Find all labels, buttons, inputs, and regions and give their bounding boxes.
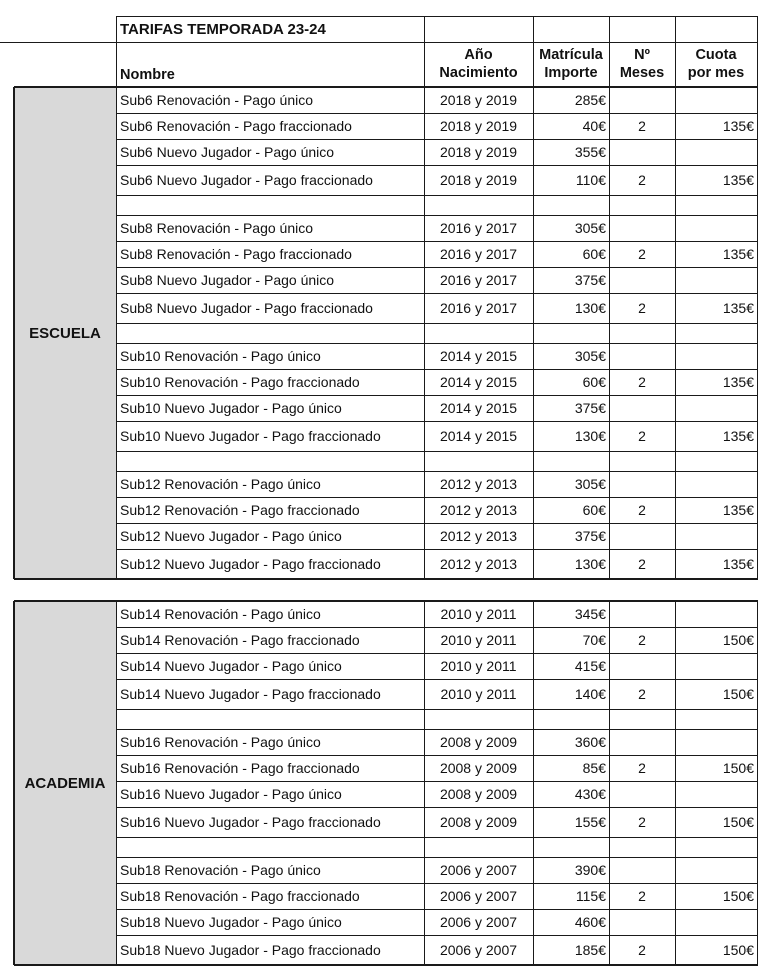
cell-cuota-por-mes: 135€ <box>722 556 754 572</box>
cell-cuota-por-mes <box>675 523 757 549</box>
cell-ano-nacimiento: 2018 y 2019 <box>439 92 518 108</box>
cell-ano-nacimiento: 2012 y 2013 <box>439 528 518 544</box>
header-divider <box>0 42 758 43</box>
cell-ano-nacimiento: 2012 y 2013 <box>439 556 518 572</box>
cell-cuota-por-mes: 150€ <box>722 686 754 702</box>
column-border <box>675 87 676 579</box>
cell-nombre: Sub16 Nuevo Jugador - Pago único <box>120 786 342 802</box>
cell-nombre: Sub18 Renovación - Pago fraccionado <box>120 888 360 904</box>
column-border <box>609 601 610 965</box>
cell-num-meses: 2 <box>638 888 646 904</box>
cell-matricula-importe: 285€ <box>574 92 606 108</box>
section-label-escuela: ESCUELA <box>29 324 101 342</box>
section-left-border <box>13 87 15 579</box>
spacer-row-border <box>116 451 758 452</box>
cell-num-meses <box>609 267 675 293</box>
cell-cuota-por-mes <box>675 139 757 165</box>
column-border <box>116 87 117 579</box>
column-border <box>675 601 676 965</box>
cell-nombre: Sub12 Renovación - Pago fraccionado <box>120 502 360 518</box>
header-column-border <box>424 16 425 87</box>
cell-nombre: Sub10 Renovación - Pago fraccionado <box>120 374 360 390</box>
cell-num-meses: 2 <box>638 556 646 572</box>
cell-matricula-importe: 130€ <box>574 556 606 572</box>
cell-nombre: Sub6 Nuevo Jugador - Pago fraccionado <box>120 172 373 188</box>
cell-cuota-por-mes <box>675 601 757 627</box>
cell-ano-nacimiento: 2018 y 2019 <box>439 118 518 134</box>
cell-num-meses <box>609 653 675 679</box>
cell-nombre: Sub8 Nuevo Jugador - Pago fraccionado <box>120 300 373 316</box>
cell-num-meses: 2 <box>638 172 646 188</box>
cell-matricula-importe: 60€ <box>582 502 606 518</box>
cell-num-meses <box>609 857 675 883</box>
header-nombre: Nombre <box>120 66 175 83</box>
header-ano-line1: Año <box>464 46 493 63</box>
cell-nombre: Sub14 Nuevo Jugador - Pago único <box>120 658 342 674</box>
cell-cuota-por-mes: 135€ <box>722 374 754 390</box>
column-border <box>424 87 425 579</box>
cell-cuota-por-mes: 150€ <box>722 814 754 830</box>
cell-matricula-importe: 355€ <box>574 144 606 160</box>
cell-matricula-importe: 130€ <box>574 428 606 444</box>
cell-num-meses <box>609 523 675 549</box>
cell-ano-nacimiento: 2006 y 2007 <box>439 888 518 904</box>
cell-num-meses: 2 <box>638 760 646 776</box>
cell-nombre: Sub8 Renovación - Pago fraccionado <box>120 246 352 262</box>
cell-matricula-importe: 70€ <box>582 632 606 648</box>
header-top-border <box>116 16 758 17</box>
cell-ano-nacimiento: 2018 y 2019 <box>439 144 518 160</box>
cell-matricula-importe: 460€ <box>574 914 606 930</box>
cell-ano-nacimiento: 2016 y 2017 <box>439 272 518 288</box>
cell-nombre: Sub6 Renovación - Pago único <box>120 92 314 108</box>
cell-cuota-por-mes: 150€ <box>722 760 754 776</box>
cell-ano-nacimiento: 2012 y 2013 <box>439 476 518 492</box>
column-border <box>609 87 610 579</box>
header-column-border <box>533 16 534 87</box>
cell-matricula-importe: 390€ <box>574 862 606 878</box>
cell-cuota-por-mes: 150€ <box>722 888 754 904</box>
cell-cuota-por-mes <box>675 909 757 935</box>
cell-cuota-por-mes: 135€ <box>722 246 754 262</box>
cell-ano-nacimiento: 2018 y 2019 <box>439 172 518 188</box>
cell-cuota-por-mes <box>675 653 757 679</box>
cell-cuota-por-mes <box>675 781 757 807</box>
cell-cuota-por-mes: 135€ <box>722 172 754 188</box>
cell-nombre: Sub6 Renovación - Pago fraccionado <box>120 118 352 134</box>
header-ano-nacimiento <box>424 42 533 86</box>
cell-num-meses <box>609 729 675 755</box>
cell-ano-nacimiento: 2006 y 2007 <box>439 942 518 958</box>
cell-cuota-por-mes <box>675 87 757 113</box>
cell-num-meses <box>609 781 675 807</box>
cell-nombre: Sub18 Nuevo Jugador - Pago único <box>120 914 342 930</box>
cell-matricula-importe: 345€ <box>574 606 606 622</box>
cell-matricula-importe: 375€ <box>574 272 606 288</box>
cell-nombre: Sub8 Renovación - Pago único <box>120 220 314 236</box>
section-left-border <box>13 601 15 965</box>
cell-matricula-importe: 85€ <box>582 760 606 776</box>
cell-ano-nacimiento: 2008 y 2009 <box>439 760 518 776</box>
cell-matricula-importe: 140€ <box>574 686 606 702</box>
cell-nombre: Sub6 Nuevo Jugador - Pago único <box>120 144 335 160</box>
cell-matricula-importe: 110€ <box>575 172 606 188</box>
column-border <box>116 601 117 965</box>
cell-nombre: Sub8 Nuevo Jugador - Pago único <box>120 272 335 288</box>
cell-matricula-importe: 305€ <box>574 220 606 236</box>
cell-nombre: Sub18 Nuevo Jugador - Pago fraccionado <box>120 942 381 958</box>
cell-matricula-importe: 115€ <box>575 888 606 904</box>
cell-num-meses <box>609 471 675 497</box>
cell-ano-nacimiento: 2014 y 2015 <box>439 348 518 364</box>
section-bottom-border <box>14 578 758 580</box>
column-border <box>533 87 534 579</box>
cell-ano-nacimiento: 2010 y 2011 <box>440 606 517 622</box>
cell-ano-nacimiento: 2006 y 2007 <box>439 914 518 930</box>
cell-matricula-importe: 130€ <box>574 300 606 316</box>
cell-cuota-por-mes <box>675 857 757 883</box>
cell-ano-nacimiento: 2008 y 2009 <box>439 786 518 802</box>
cell-cuota-por-mes <box>675 395 757 421</box>
cell-num-meses <box>609 215 675 241</box>
cell-matricula-importe: 60€ <box>582 374 606 390</box>
cell-matricula-importe: 155€ <box>574 814 606 830</box>
cell-num-meses <box>609 395 675 421</box>
spacer-row-border <box>116 195 758 196</box>
cell-nombre: Sub16 Nuevo Jugador - Pago fraccionado <box>120 814 381 830</box>
cell-cuota-por-mes: 150€ <box>722 942 754 958</box>
table-title: TARIFAS TEMPORADA 23-24 <box>120 20 326 38</box>
cell-nombre: Sub10 Nuevo Jugador - Pago único <box>120 400 342 416</box>
cell-nombre: Sub10 Nuevo Jugador - Pago fraccionado <box>120 428 381 444</box>
cell-num-meses <box>609 601 675 627</box>
cell-cuota-por-mes: 150€ <box>722 632 754 648</box>
cell-matricula-importe: 375€ <box>574 400 606 416</box>
cell-matricula-importe: 185€ <box>574 942 606 958</box>
cell-matricula-importe: 305€ <box>574 476 606 492</box>
cell-cuota-por-mes <box>675 729 757 755</box>
cell-ano-nacimiento: 2014 y 2015 <box>439 428 518 444</box>
header-cuota-line2: por mes <box>687 65 745 81</box>
cell-matricula-importe: 305€ <box>574 348 606 364</box>
cell-matricula-importe: 375€ <box>574 528 606 544</box>
cell-ano-nacimiento: 2016 y 2017 <box>439 220 518 236</box>
cell-nombre: Sub14 Renovación - Pago fraccionado <box>120 632 360 648</box>
cell-num-meses <box>609 909 675 935</box>
cell-cuota-por-mes <box>675 215 757 241</box>
cell-nombre: Sub12 Nuevo Jugador - Pago fraccionado <box>120 556 381 572</box>
cell-num-meses: 2 <box>638 300 646 316</box>
header-column-border <box>757 16 758 87</box>
cell-ano-nacimiento: 2010 y 2011 <box>440 686 517 702</box>
cell-num-meses: 2 <box>638 246 646 262</box>
cell-num-meses: 2 <box>638 942 646 958</box>
header-matricula-line2: Importe <box>544 65 598 81</box>
cell-ano-nacimiento: 2016 y 2017 <box>439 246 518 262</box>
cell-cuota-por-mes: 135€ <box>722 300 754 316</box>
header-column-border <box>609 16 610 87</box>
section-label-academia: ACADEMIA <box>24 774 106 792</box>
cell-matricula-importe: 415€ <box>574 658 606 674</box>
header-meses-line1: Nº <box>634 46 650 63</box>
column-border <box>533 601 534 965</box>
cell-cuota-por-mes <box>675 267 757 293</box>
cell-num-meses <box>609 343 675 369</box>
header-ano-line2: Nacimiento <box>439 65 518 81</box>
cell-cuota-por-mes: 135€ <box>722 502 754 518</box>
cell-ano-nacimiento: 2016 y 2017 <box>439 300 518 316</box>
cell-ano-nacimiento: 2014 y 2015 <box>439 374 518 390</box>
cell-nombre: Sub12 Nuevo Jugador - Pago único <box>120 528 342 544</box>
cell-nombre: Sub14 Renovación - Pago único <box>120 606 321 622</box>
cell-num-meses: 2 <box>638 428 646 444</box>
cell-ano-nacimiento: 2014 y 2015 <box>439 400 518 416</box>
header-column-border <box>675 16 676 87</box>
header-column-border <box>116 16 117 87</box>
cell-matricula-importe: 360€ <box>574 734 606 750</box>
cell-num-meses: 2 <box>638 632 646 648</box>
section-bottom-border <box>14 964 758 966</box>
header-cuota-por-mes <box>675 42 757 86</box>
column-border <box>424 601 425 965</box>
cell-cuota-por-mes <box>675 343 757 369</box>
cell-num-meses <box>609 139 675 165</box>
header-matricula-importe <box>533 42 609 86</box>
spacer-row-border <box>116 837 758 838</box>
cell-nombre: Sub10 Renovación - Pago único <box>120 348 321 364</box>
cell-ano-nacimiento: 2006 y 2007 <box>439 862 518 878</box>
spacer-row-border <box>116 323 758 324</box>
cell-num-meses: 2 <box>638 686 646 702</box>
cell-ano-nacimiento: 2010 y 2011 <box>440 658 517 674</box>
cell-nombre: Sub16 Renovación - Pago fraccionado <box>120 760 360 776</box>
cell-nombre: Sub12 Renovación - Pago único <box>120 476 321 492</box>
cell-ano-nacimiento: 2008 y 2009 <box>439 734 518 750</box>
cell-nombre: Sub16 Renovación - Pago único <box>120 734 321 750</box>
cell-matricula-importe: 430€ <box>574 786 606 802</box>
cell-num-meses <box>609 87 675 113</box>
cell-num-meses: 2 <box>638 118 646 134</box>
header-matricula-line1: Matrícula <box>539 46 603 63</box>
cell-cuota-por-mes: 135€ <box>722 428 754 444</box>
cell-cuota-por-mes <box>675 471 757 497</box>
header-num-meses <box>609 42 675 86</box>
cell-matricula-importe: 60€ <box>582 246 606 262</box>
cell-ano-nacimiento: 2010 y 2011 <box>440 632 517 648</box>
cell-nombre: Sub18 Renovación - Pago único <box>120 862 321 878</box>
header-meses-line2: Meses <box>619 65 665 81</box>
cell-num-meses: 2 <box>638 814 646 830</box>
cell-ano-nacimiento: 2012 y 2013 <box>439 502 518 518</box>
cell-matricula-importe: 40€ <box>582 118 606 134</box>
cell-num-meses: 2 <box>638 374 646 390</box>
cell-num-meses: 2 <box>638 502 646 518</box>
header-cuota-line1: Cuota <box>695 46 737 63</box>
cell-nombre: Sub14 Nuevo Jugador - Pago fraccionado <box>120 686 381 702</box>
spacer-row-border <box>116 709 758 710</box>
column-border <box>757 87 758 579</box>
column-border <box>757 601 758 965</box>
cell-ano-nacimiento: 2008 y 2009 <box>439 814 518 830</box>
cell-cuota-por-mes: 135€ <box>722 118 754 134</box>
